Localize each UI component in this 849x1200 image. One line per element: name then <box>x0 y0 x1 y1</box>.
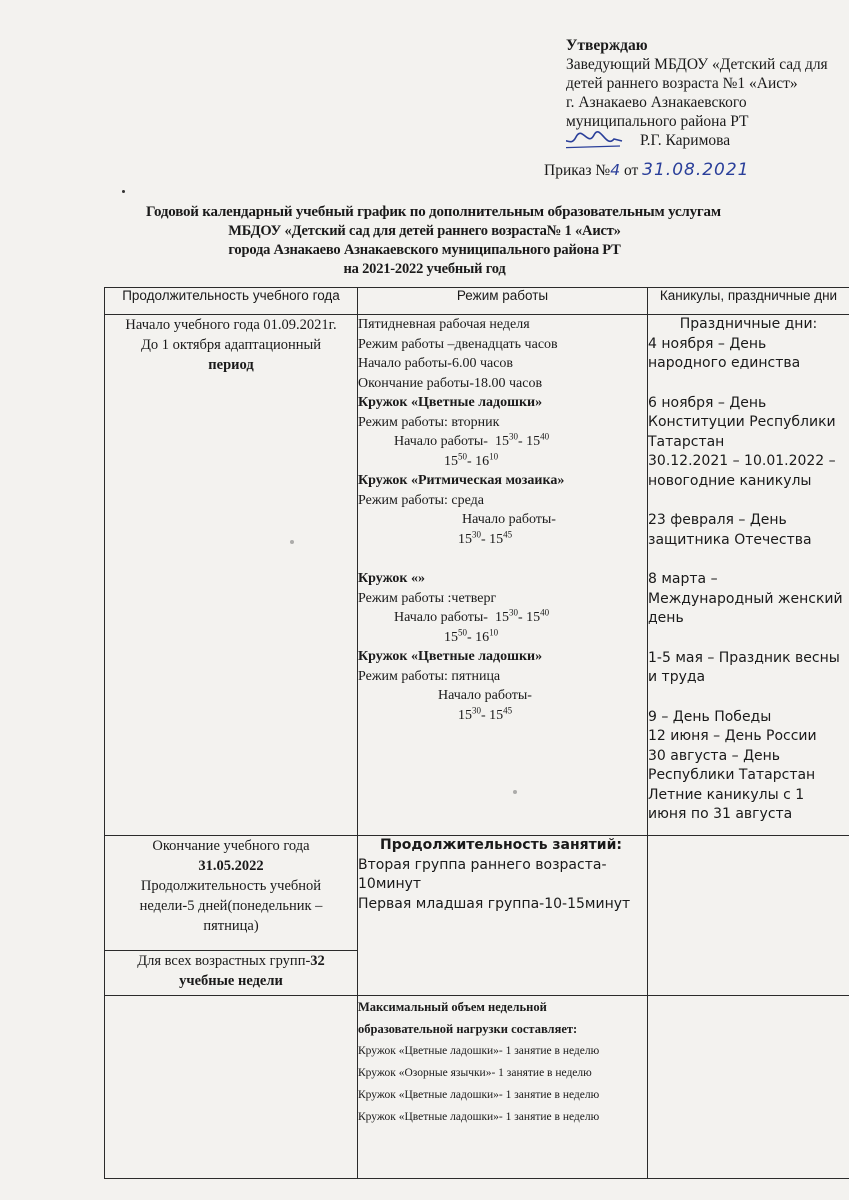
holidays-title: Праздничные дни: <box>679 316 818 332</box>
cell-holidays <box>648 315 849 836</box>
year-start-text: Начало учебного года 01.09.2021г. <box>125 317 337 333</box>
scan-speck <box>290 540 294 544</box>
club-time: $15^{50}-$ $16^{10}$ <box>444 450 499 469</box>
adaptation-text: До 1 октября адаптационный <box>140 337 322 353</box>
document-title <box>0 203 849 279</box>
list-item: новогодние каникулы <box>648 472 812 489</box>
list-item: Кружок «Цветные ладошки»- 1 занятие в неделю <box>358 1089 600 1101</box>
weeks-label: учебные недели <box>179 973 283 989</box>
week-duration-text: недели-5 дней(понедельник – <box>139 898 323 914</box>
list-item: 30 августа – День <box>648 747 781 764</box>
list-item: 12 июня – День России <box>648 728 817 744</box>
table-header-row <box>105 288 849 315</box>
approval-heading: Утверждаю <box>566 37 648 54</box>
approval-line-2: детей раннего возраста №1 «Аист» <box>566 75 798 92</box>
list-item: народного единства <box>648 355 801 371</box>
list-item: Пятидневная рабочая неделя <box>358 317 530 332</box>
club-time: Начало работы- $15^{30}-$ $15^{40}$ <box>394 431 550 449</box>
list-item: 30.12.2021 – 10.01.2022 – <box>648 453 836 469</box>
list-item: защитника Отечества <box>648 531 812 548</box>
list-item: 4 ноября – День <box>648 335 767 352</box>
scan-speck <box>513 790 517 794</box>
handwritten-signature <box>566 129 624 150</box>
cell-lesson-duration <box>358 836 648 996</box>
title-line-1: Годовой календарный учебный график по дополнительным образовательным услугам <box>146 204 721 220</box>
lesson-duration-title: Продолжительность занятий: <box>380 837 622 853</box>
club-title: Кружок «Ритмическая мозаика» <box>358 473 565 488</box>
signature-name: Р.Г. Каримова <box>640 132 731 149</box>
year-end-label: Окончание учебного года <box>152 838 310 854</box>
club-title: Кружок «Цветные ладошки» <box>358 395 543 410</box>
club-time-label: Начало работы- <box>438 688 532 703</box>
list-item: Международный женский <box>648 590 843 607</box>
list-item: 1-5 мая – Праздник весны <box>648 649 840 666</box>
list-item: Режим работы –двенадцать часов <box>358 336 558 352</box>
order-number: 4 <box>610 161 621 179</box>
year-end-date: 31.05.2022 <box>198 858 264 874</box>
title-line-3: города Азнакаево Азнакаевского муниципального района РТ <box>228 242 621 258</box>
list-item: Начало работы-6.00 часов <box>358 356 514 371</box>
club-mode: Режим работы: среда <box>358 492 484 508</box>
list-item: 8 марта – <box>648 571 718 587</box>
title-line-2: МБДОУ «Детский сад для детей раннего возраста№ 1 «Аист» <box>228 223 621 239</box>
approval-block <box>566 36 849 150</box>
club-time: $15^{30}-$ $15^{45}$ <box>458 528 513 547</box>
list-item: Летние каникулы с 1 <box>648 786 805 803</box>
list-item: 10минут <box>358 876 422 892</box>
cell-weeks <box>105 951 358 996</box>
list-item: Кружок «Цветные ладошки»- 1 занятие в неделю <box>358 1111 600 1123</box>
approval-line-4: муниципального района РТ <box>566 113 749 130</box>
list-item: Кружок «Озорные язычки»- 1 занятие в неделю <box>358 1067 592 1079</box>
cell-empty <box>648 836 849 996</box>
club-time: $15^{50}-$ $16^{10}$ <box>444 626 499 645</box>
cell-year-start <box>105 315 358 836</box>
signature-line <box>566 131 849 150</box>
club-time: $15^{30}-$ $15^{45}$ <box>458 704 513 723</box>
header-duration: Продолжительность учебного года <box>105 288 358 315</box>
header-work-mode: Режим работы <box>358 288 648 315</box>
table-row <box>105 996 849 1179</box>
list-item: Татарстан <box>648 433 725 450</box>
list-item: Первая младшая группа-10-15минут <box>358 895 631 912</box>
weekly-load-title: Максимальный объем недельной <box>358 1000 547 1014</box>
title-line-4: на 2021-2022 учебный год <box>343 261 506 277</box>
header-holidays: Каникулы, праздничные дни <box>648 288 849 315</box>
club-time: Начало работы- $15^{30}-$ $15^{40}$ <box>394 607 550 625</box>
weeks-text: Для всех возрастных групп-32 <box>137 953 325 969</box>
list-item: Кружок «Цветные ладошки»- 1 занятие в неделю <box>358 1045 600 1057</box>
club-mode: Режим работы :четверг <box>358 590 497 606</box>
order-date: 31.08.2021 <box>642 160 750 180</box>
club-time-label: Начало работы- <box>462 512 556 527</box>
list-item: Конституции Республики <box>648 414 836 430</box>
period-text: период <box>208 357 254 373</box>
weekly-load-title: образовательной нагрузки составляет: <box>358 1022 578 1036</box>
cell-work-mode <box>358 315 648 836</box>
cell-empty <box>105 996 358 1179</box>
list-item: 6 ноября – День <box>648 394 767 411</box>
list-item: 23 февраля – День <box>648 512 787 528</box>
approval-line-1: Заведующий МБДОУ «Детский сад для <box>566 56 828 73</box>
list-item: Вторая группа раннего возраста- <box>358 856 607 873</box>
list-item: день <box>648 610 684 626</box>
order-label: Приказ № <box>544 162 611 179</box>
list-item: Республики Татарстан <box>648 767 816 783</box>
scan-speck <box>122 190 125 193</box>
cell-year-end <box>105 836 358 951</box>
table-row <box>105 836 849 951</box>
order-from: от <box>623 162 639 179</box>
cell-empty <box>648 996 849 1179</box>
list-item: и труда <box>648 669 706 685</box>
week-duration-text: Продолжительность учебной <box>140 878 322 894</box>
list-item: июня по 31 августа <box>648 806 793 822</box>
approval-line-3: г. Азнакаево Азнакаевского <box>566 94 747 111</box>
cell-weekly-load <box>358 996 648 1179</box>
club-mode: Режим работы: пятница <box>358 668 501 684</box>
week-duration-text: пятница) <box>203 918 259 934</box>
schedule-table <box>104 287 849 1179</box>
table-row <box>105 315 849 836</box>
list-item: 9 – День Победы <box>648 708 772 725</box>
club-title: Кружок «Цветные ладошки» <box>358 649 543 664</box>
order-line <box>544 160 750 180</box>
club-mode: Режим работы: вторник <box>358 414 500 430</box>
club-title: Кружок «» <box>358 571 425 586</box>
list-item: Окончание работы-18.00 часов <box>358 375 543 391</box>
